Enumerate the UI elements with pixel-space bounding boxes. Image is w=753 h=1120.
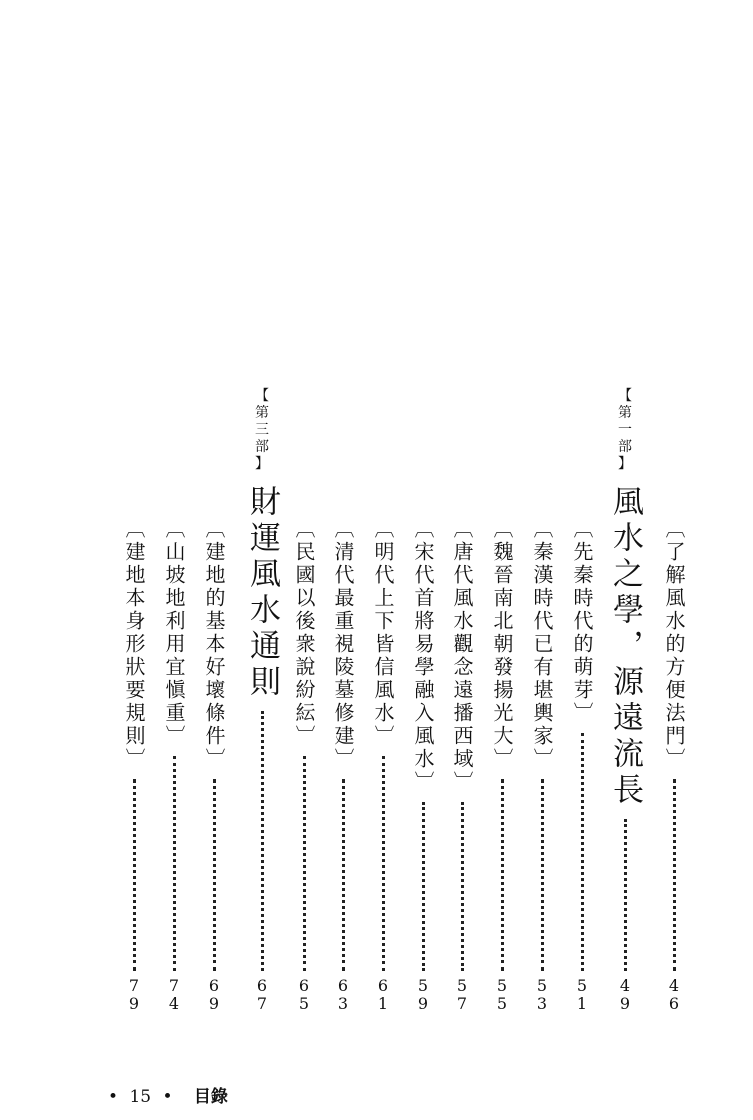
- leader-dots: [133, 779, 136, 971]
- part-badge: 【 第 三 部 】: [255, 388, 269, 472]
- toc-entry-page: 5 9: [417, 976, 429, 1013]
- footer-bullet: •: [108, 1087, 119, 1107]
- toc-entry[interactable]: [408, 518, 438, 1013]
- toc-entry[interactable]: [368, 518, 398, 1013]
- toc-entry-title: 〔了解風水的方便法門〕: [662, 518, 686, 771]
- toc-entry-title: 〔先秦時代的萌芽〕: [570, 518, 594, 725]
- toc-entry-title: 〔山坡地利用宜愼重〕: [162, 518, 186, 748]
- leader-dots: [541, 779, 544, 971]
- part-badge: 【 第 一 部 】: [618, 388, 632, 472]
- toc-entry[interactable]: [487, 518, 517, 1013]
- leader-dots: [422, 802, 425, 971]
- part-title: 財運風水通則: [244, 485, 280, 701]
- toc-entry[interactable]: [659, 518, 689, 1013]
- leader-dots: [382, 756, 385, 971]
- toc-entry-page: 6 3: [337, 976, 349, 1013]
- leader-dots: [261, 711, 264, 971]
- toc-entry-title: 〔宋代首將易學融入風水〕: [411, 518, 435, 794]
- toc-entry[interactable]: [289, 518, 319, 1013]
- toc-entry[interactable]: [159, 518, 189, 1013]
- toc-entry-page: 5 1: [576, 976, 588, 1013]
- leader-dots: [461, 802, 464, 971]
- toc-entry[interactable]: [199, 518, 229, 1013]
- toc-entry-title: 〔魏晉南北朝發揚光大〕: [490, 518, 514, 771]
- toc-entry[interactable]: [328, 518, 358, 1013]
- toc-entry-title: 〔民國以後衆說紛紜〕: [292, 518, 316, 748]
- toc-entry-page: 5 5: [496, 976, 508, 1013]
- toc-entry-page: 6 1: [377, 976, 389, 1013]
- toc-entry-page: 5 3: [536, 976, 548, 1013]
- toc-entry-title: 〔唐代風水觀念遠播西域〕: [450, 518, 474, 794]
- toc-entry-page: 6 5: [298, 976, 310, 1013]
- leader-dots: [501, 779, 504, 971]
- toc-entry-page: 7 9: [128, 976, 140, 1013]
- toc-entry-title: 〔秦漢時代已有堪輿家〕: [530, 518, 554, 771]
- toc-entry-page: 5 7: [456, 976, 468, 1013]
- page-number: 15: [129, 1087, 152, 1107]
- leader-dots: [673, 779, 676, 971]
- section-title: 目錄: [193, 1087, 228, 1107]
- leader-dots: [213, 779, 216, 971]
- leader-dots: [303, 756, 306, 971]
- part-page: 6 7: [256, 976, 268, 1013]
- toc-entry-page: 6 9: [208, 976, 220, 1013]
- leader-dots: [342, 779, 345, 971]
- toc-entry-title: 〔建地的基本好壞條件〕: [202, 518, 226, 771]
- leader-dots: [581, 733, 584, 971]
- toc-entry-title: 〔清代最重視陵墓修建〕: [331, 518, 355, 771]
- toc-part-1[interactable]: [606, 388, 644, 1013]
- toc-entry-title: 〔建地本身形狀要規則〕: [122, 518, 146, 771]
- toc-entry[interactable]: [567, 518, 597, 1013]
- toc-entry-title: 〔明代上下皆信風水〕: [371, 518, 395, 748]
- page-footer: [108, 1082, 234, 1107]
- part-title: 風水之學，源遠流長: [607, 485, 643, 809]
- part-page: 4 9: [619, 976, 631, 1013]
- toc-entry[interactable]: [527, 518, 557, 1013]
- leader-dots: [173, 756, 176, 971]
- toc-entry-page: 7 4: [168, 976, 180, 1013]
- toc-entry[interactable]: [119, 518, 149, 1013]
- leader-dots: [624, 819, 627, 971]
- footer-bullet: •: [162, 1087, 173, 1107]
- toc-entry[interactable]: [447, 518, 477, 1013]
- toc-entry-page: 4 6: [668, 976, 680, 1013]
- toc-part-3[interactable]: [243, 388, 281, 1013]
